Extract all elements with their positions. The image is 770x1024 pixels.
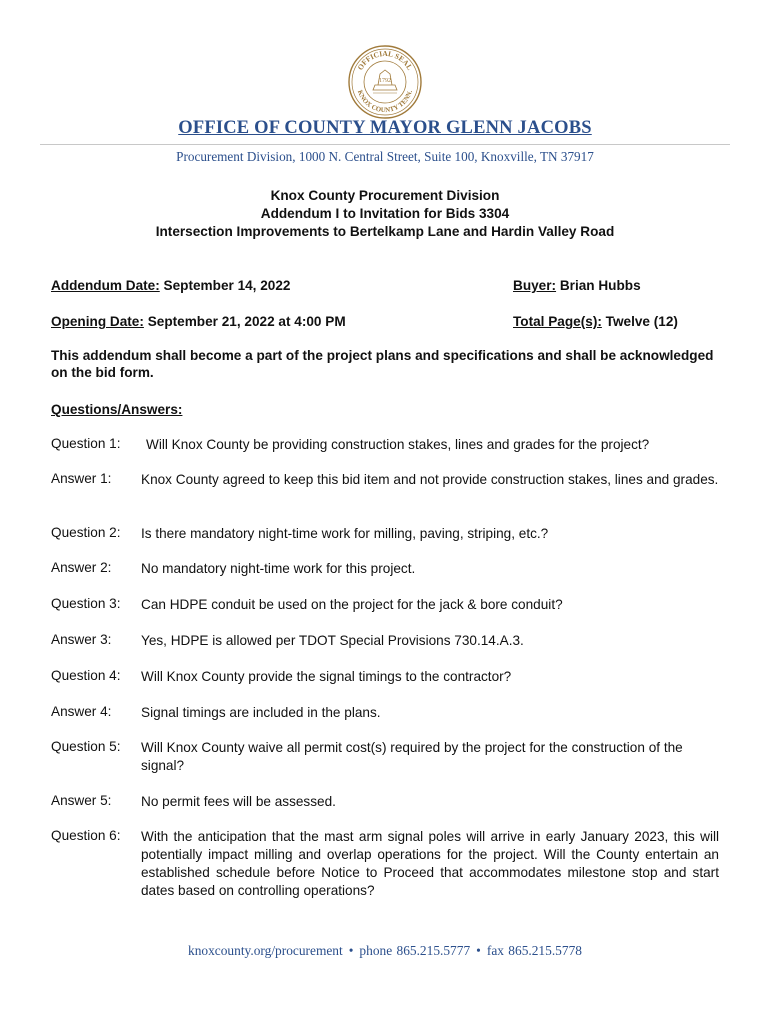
footer-phone: phone 865.215.5777 (359, 943, 471, 958)
qa-label: Answer 4: (51, 704, 112, 719)
qa-text: Will Knox County provide the signal timings to the contractor? (141, 669, 512, 684)
office-address: Procurement Division, 1000 N. Central Street, Suite 100, Knoxville, TN 37917 (176, 149, 594, 164)
qa-heading: Questions/Answers: (51, 402, 183, 417)
qa-text: Knox County agreed to keep this bid item and not provide construction stakes, lines and grades. (141, 472, 719, 487)
footer-contact (0, 943, 770, 959)
heading-line-1: Knox County Procurement Division (270, 188, 500, 203)
header-divider (40, 144, 730, 145)
seal-text-top: OFFICIAL SEAL (355, 48, 415, 72)
qa-label: Question 3: (51, 596, 121, 611)
buyer-label: Buyer: (513, 278, 557, 293)
addendum-date-value: September 14, 2022 (163, 278, 291, 293)
qa-label: Question 4: (51, 668, 121, 683)
qa-text: With the anticipation that the mast arm signal poles will arrive in early January 2023, this will potentially impact milling and overlap operations for the project. Will the County entertain an established schedule before Notice to Proceed that accommodates milestone stop and start dates based on controlling operations? (141, 829, 719, 898)
qa-text: Can HDPE conduit be used on the project for the jack & bore conduit? (141, 597, 563, 612)
qa-text: Will Knox County waive all permit cost(s) required by the project for the construction of the signal? (141, 740, 683, 773)
buyer-value: Brian Hubbs (559, 278, 641, 293)
qa-label: Question 1: (51, 436, 121, 451)
qa-text: Yes, HDPE is allowed per TDOT Special Provisions 730.14.A.3. (141, 633, 524, 648)
qa-label: Answer 2: (51, 560, 112, 575)
footer-fax: fax 865.215.5778 (486, 943, 582, 958)
qa-label: Question 2: (51, 525, 121, 540)
qa-label: Answer 5: (51, 793, 112, 808)
total-pages-label: Total Page(s): (513, 314, 602, 329)
qa-label: Question 5: (51, 739, 121, 754)
seal-year: 1792 (379, 78, 391, 84)
qa-text: Signal timings are included in the plans. (141, 705, 381, 720)
total-pages-value: Twelve (12) (605, 314, 678, 329)
addendum-date-field (51, 278, 290, 293)
total-pages-field (513, 314, 678, 329)
footer-website-link[interactable]: knoxcounty.org/procurement (188, 943, 343, 958)
qa-text: Is there mandatory night-time work for milling, paving, striping, etc.? (141, 526, 549, 541)
qa-text: No permit fees will be assessed. (141, 794, 336, 809)
seal-text-bottom: KNOX COUNTY TENN. (355, 89, 415, 115)
qa-label: Answer 3: (51, 632, 112, 647)
county-seal-logo (347, 44, 423, 120)
footer-separator: • (348, 943, 354, 958)
qa-text: No mandatory night-time work for this project. (141, 561, 416, 576)
opening-date-label: Opening Date: (51, 314, 144, 329)
addendum-date-label: Addendum Date: (51, 278, 160, 293)
opening-date-field (51, 314, 346, 329)
footer-separator: • (476, 943, 481, 958)
qa-text: Will Knox County be providing construction stakes, lines and grades for the project? (146, 437, 650, 452)
buyer-field (513, 278, 641, 293)
office-title: OFFICE OF COUNTY MAYOR GLENN JACOBS (178, 118, 592, 138)
heading-line-2: Addendum I to Invitation for Bids 3304 (260, 206, 510, 221)
qa-label: Question 6: (51, 828, 121, 843)
opening-date-value: September 21, 2022 at 4:00 PM (147, 314, 346, 329)
heading-line-3: Intersection Improvements to Bertelkamp Lane and Hardin Valley Road (155, 224, 615, 239)
qa-label: Answer 1: (51, 471, 112, 486)
addendum-notice: This addendum shall become a part of the project plans and specifications and shall be acknowledged on the bid form. (51, 348, 714, 380)
